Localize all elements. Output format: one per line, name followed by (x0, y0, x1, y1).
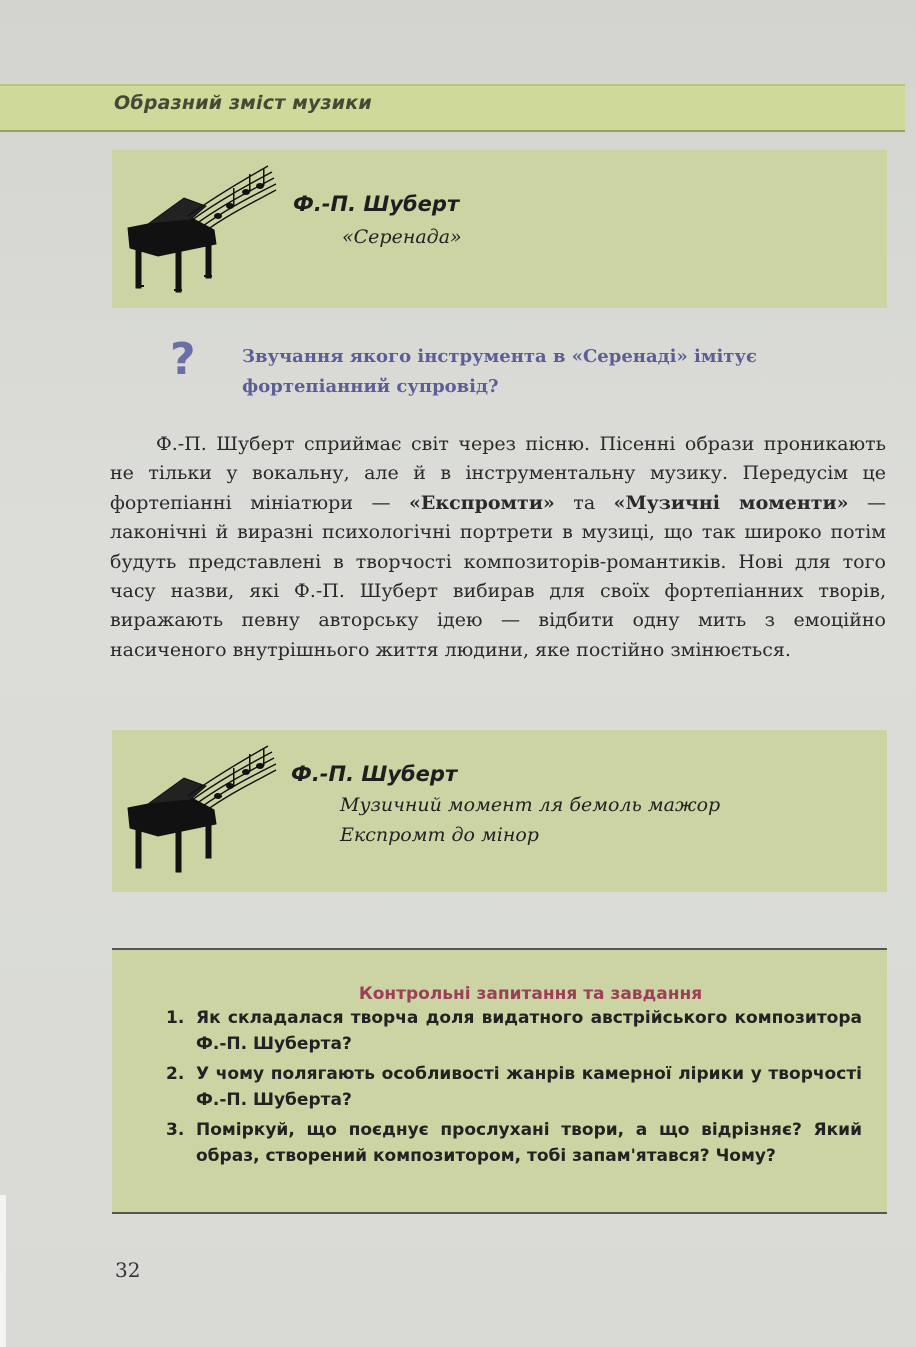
piano-music-icon (118, 158, 278, 298)
question-mark-icon: ? (170, 334, 196, 385)
list-item: 1. Як складалася творча доля видатного австрійського композитора Ф.-П. Шуберта? (166, 1008, 862, 1054)
composer-name: Ф.-П. Шуберт (293, 192, 460, 216)
work-title: «Серенада» (342, 226, 462, 248)
page-edge (0, 1195, 6, 1347)
control-questions-title: Контрольні запитання та завдання (358, 984, 703, 1004)
section-title: Образний зміст музики (114, 92, 372, 114)
list-item: 2. У чому полягають особливості жанрів камерної лірики у творчості Ф.-П. Шуберта? (166, 1064, 862, 1110)
listening-box-serenade (112, 150, 887, 308)
composer-name: Ф.-П. Шуберт (291, 762, 458, 786)
control-questions-list (166, 1005, 862, 1173)
work-title: Музичний момент ля бемоль мажор (340, 794, 721, 816)
piano-music-icon (118, 738, 278, 878)
question-text: Звучання якого інструмента в «Серенаді» імітує фортепіанний супровід? (242, 346, 757, 397)
list-item: 3. Поміркуй, що поєднує прослухані твори, а що відрізняє? Який образ, створений композитором, тобі запам'ятався? Чому? (166, 1120, 862, 1166)
page-number: 32 (115, 1258, 141, 1282)
work-title: Експромт до мінор (340, 824, 539, 846)
body-paragraph: Ф.-П. Шуберт сприймає світ через пісню. Пісенні образи проникають не тільки у вокальну, але й в інструментальну музику. Передусім це фортепіанні мініатюри — «Експромти» та «Музичні моменти» — лаконічні й виразні психологічні портрети в музиці, що так широко потім будуть представлені в творчості композиторів-романтиків. Нові для того часу назви, які Ф.-П. Шуберт вибирав для своїх фортепіанних творів, виражають певну авторську ідею — відбити одну мить з емоційно насиченого внутрішнього життя людини, яке постійно змінюється. (110, 433, 886, 661)
